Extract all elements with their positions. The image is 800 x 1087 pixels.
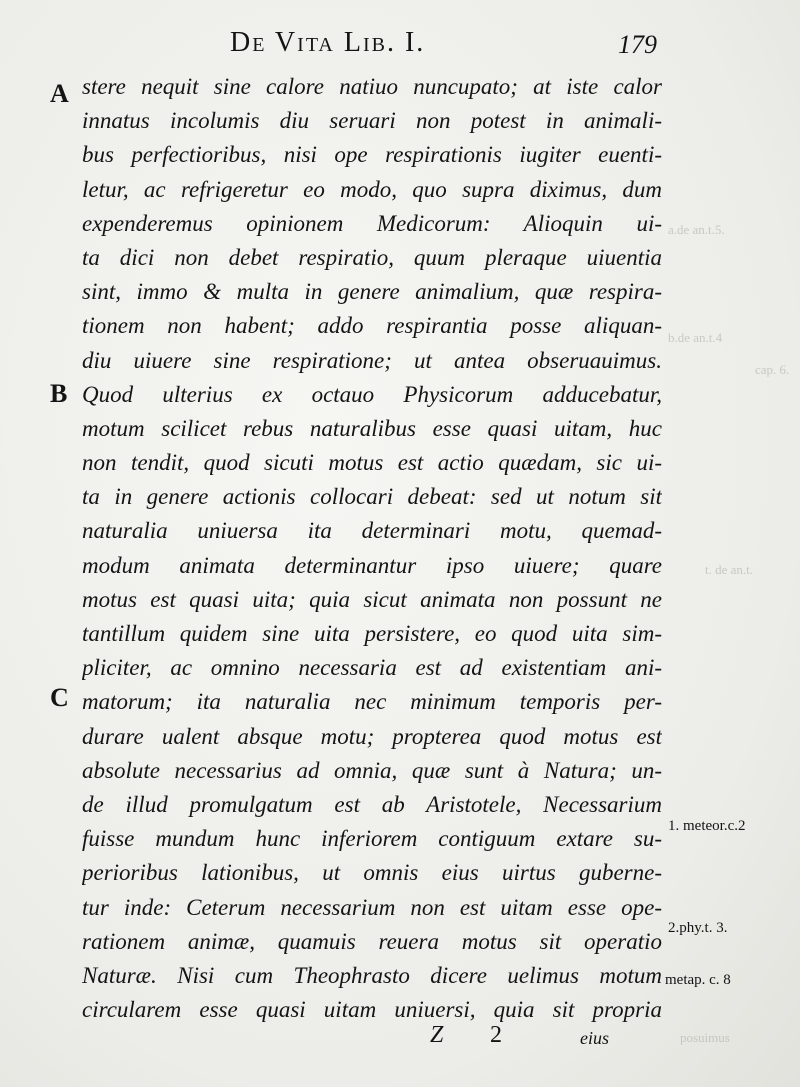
text-line: diu uiuere sine respiratione; ut antea obseruauimus. (82, 347, 662, 373)
signature-mark: Z (430, 1022, 444, 1048)
text-line: durare ualent absque motu; propterea quod motus est (82, 723, 662, 749)
text-line: Naturæ. Nisi cum Theophrasto dicere uelimus motum (82, 962, 662, 988)
text-line: pliciter, ac omnino necessaria est ad existentiam ani- (82, 655, 662, 681)
text-line: tantillum quidem sine uita persistere, eo quod uita sim- (82, 621, 662, 646)
text-line: modum animata determinantur ipso uiuere; quare (82, 552, 662, 578)
catchword: eius (580, 1028, 609, 1048)
bleed-through-note: posuimus (680, 1030, 730, 1045)
section-letter-b: B (50, 379, 68, 408)
text-line: non tendit, quod sicuti motus est actio quædam, sic ui- (82, 450, 662, 476)
text-line: tionem non habent; addo respirantia posse aliquan- (82, 313, 662, 339)
text-line: ta in genere actionis collocari debeat: sed ut notum sit (82, 484, 662, 510)
signature-number: 2 (490, 1022, 502, 1048)
running-head-title: De Vita Lib. I. (230, 27, 426, 58)
text-line: tur inde: Ceterum necessarium non est uitam esse ope- (82, 894, 662, 920)
section-letter-c: C (50, 683, 69, 712)
text-line: de illud promulgatum est ab Aristotele, Necessarium (82, 791, 662, 817)
text-line: absolute necessarius ad omnia, quæ sunt à Natura; un- (82, 757, 662, 783)
text-line: sint, immo & multa in genere animalium, quæ respira- (82, 279, 662, 305)
bleed-through-note: cap. 6. (755, 362, 790, 377)
body-text (82, 70, 662, 1027)
bleed-through-note: b.de an.t.4 (668, 330, 723, 345)
section-letter-a: A (50, 79, 69, 108)
page-number: 179 (618, 30, 657, 59)
text-line: motum scilicet rebus naturalibus esse quasi uitam, huc (82, 415, 662, 441)
text-line: Quod ulterius ex octauo Physicorum adducebatur, (82, 381, 662, 407)
text-line: ta dici non debet respiratio, quum pleraque uiuentia (82, 244, 662, 270)
text-line: rationem animæ, quamuis reuera motus sit operatio (82, 928, 662, 954)
margin-note: 2.phy.t. 3. (668, 920, 728, 936)
margin-note: metap. c. 8 (665, 972, 731, 988)
text-line: innatus incolumis diu seruari non potest in animali- (82, 108, 662, 134)
text-line: letur, ac refrigeretur eo modo, quo supra diximus, dum (82, 176, 662, 202)
text-line: motus est quasi uita; quia sicut animata non possunt ne (82, 586, 662, 612)
text-line: naturalia uniuersa ita determinari motu, quemad- (82, 518, 662, 544)
text-line: bus perfectioribus, nisi ope respirationis iugiter euenti- (82, 142, 662, 168)
text-line: perioribus lationibus, ut omnis eius uirtus guberne- (82, 860, 662, 886)
text-line: matorum; ita naturalia nec minimum temporis per- (82, 689, 662, 715)
margin-note: 1. meteor.c.2 (668, 818, 746, 834)
text-line: expenderemus opinionem Medicorum: Alioquin ui- (82, 210, 662, 236)
bleed-through-note: a.de an.t.5. (668, 222, 725, 237)
text-line: circularem esse quasi uitam uniuersi, quia sit propria (82, 997, 662, 1023)
text-line: stere nequit sine calore natiuo nuncupato; at iste calor (82, 74, 662, 99)
text-line: fuisse mundum hunc inferiorem contiguum extare su- (82, 826, 662, 852)
bleed-through-note: t. de an.t. (705, 562, 754, 577)
